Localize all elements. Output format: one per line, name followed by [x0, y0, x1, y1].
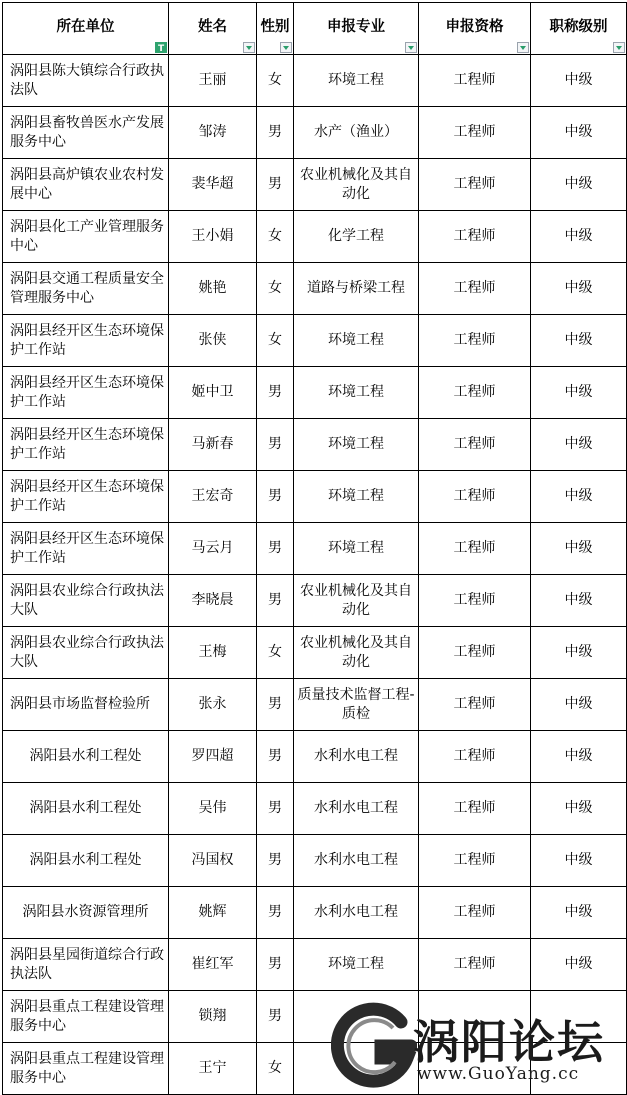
- cell-name: 冯国权: [169, 835, 257, 887]
- header-major: [294, 3, 419, 55]
- cell-gender: 女: [257, 263, 294, 315]
- cell-level: 中级: [531, 55, 627, 107]
- cell-name: 张永: [169, 679, 257, 731]
- cell-major: 环境工程: [294, 315, 419, 367]
- header-gender: [257, 3, 294, 55]
- cell-qualification: 工程师: [419, 939, 531, 991]
- cell-unit: 涡阳县交通工程质量安全管理服务中心: [3, 263, 169, 315]
- cell-unit: 涡阳县重点工程建设管理服务中心: [3, 1043, 169, 1095]
- cell-gender: 女: [257, 55, 294, 107]
- cell-name: 王宏奇: [169, 471, 257, 523]
- cell-major: 农业机械化及其自动化: [294, 627, 419, 679]
- cell-qualification: 工程师: [419, 159, 531, 211]
- cell-gender: 女: [257, 211, 294, 263]
- table-row: [3, 263, 627, 315]
- table-row: [3, 575, 627, 627]
- cell-major: 化学工程: [294, 211, 419, 263]
- cell-unit: 涡阳县畜牧兽医水产发展服务中心: [3, 107, 169, 159]
- header-gender-label: 性别: [260, 19, 290, 35]
- table-row: [3, 419, 627, 471]
- cell-unit: 涡阳县农业综合行政执法大队: [3, 575, 169, 627]
- table-row: [3, 627, 627, 679]
- cell-name: 王梅: [169, 627, 257, 679]
- header-level: [531, 3, 627, 55]
- cell-qualification: 工程师: [419, 627, 531, 679]
- table-row: [3, 523, 627, 575]
- cell-name: 王丽: [169, 55, 257, 107]
- filter-dropdown-icon[interactable]: [613, 42, 625, 53]
- cell-level: 中级: [531, 315, 627, 367]
- header-major-label: 申报专业: [327, 19, 385, 35]
- cell-gender: 男: [257, 575, 294, 627]
- cell-major: 水利水电工程: [294, 783, 419, 835]
- cell-qualification: 工程师: [419, 523, 531, 575]
- header-row: [3, 3, 627, 55]
- personnel-table: [2, 2, 627, 1095]
- cell-level: 中级: [531, 211, 627, 263]
- cell-unit: 涡阳县经开区生态环境保护工作站: [3, 315, 169, 367]
- cell-level: 中级: [531, 419, 627, 471]
- cell-unit: 涡阳县市场监督检验所: [3, 679, 169, 731]
- cell-major: 水利水电工程: [294, 887, 419, 939]
- cell-major: 环境工程: [294, 523, 419, 575]
- header-name: [169, 3, 257, 55]
- watermark-url: www.GuoYang.cc: [417, 1064, 580, 1084]
- header-qualification-label: 申报资格: [445, 19, 504, 35]
- cell-major: 质量技术监督工程-质检: [294, 679, 419, 731]
- cell-level: 中级: [531, 367, 627, 419]
- cell-major: 水利水电工程: [294, 835, 419, 887]
- cell-name: 锁翔: [169, 991, 257, 1043]
- table-row: [3, 835, 627, 887]
- cell-qualification: 工程师: [419, 731, 531, 783]
- table-row: [3, 107, 627, 159]
- cell-gender: 女: [257, 315, 294, 367]
- cell-name: 马云月: [169, 523, 257, 575]
- cell-name: 姬中卫: [169, 367, 257, 419]
- cell-major: 环境工程: [294, 471, 419, 523]
- cell-major: 环境工程: [294, 419, 419, 471]
- cell-name: 姚辉: [169, 887, 257, 939]
- table-row: [3, 783, 627, 835]
- cell-gender: 男: [257, 679, 294, 731]
- cell-gender: 男: [257, 991, 294, 1043]
- cell-gender: 男: [257, 471, 294, 523]
- cell-name: 姚艳: [169, 263, 257, 315]
- cell-gender: 男: [257, 419, 294, 471]
- cell-unit: 涡阳县水利工程处: [3, 835, 169, 887]
- cell-gender: 女: [257, 1043, 294, 1095]
- table-row: [3, 315, 627, 367]
- cell-major: 农业机械化及其自动化: [294, 575, 419, 627]
- cell-gender: 男: [257, 835, 294, 887]
- header-unit: [3, 3, 169, 55]
- cell-level: 中级: [531, 263, 627, 315]
- watermark: [325, 998, 627, 1093]
- cell-name: 张侠: [169, 315, 257, 367]
- filter-dropdown-icon[interactable]: [243, 42, 255, 53]
- cell-unit: 涡阳县陈大镇综合行政执法队: [3, 55, 169, 107]
- cell-level: 中级: [531, 471, 627, 523]
- cell-level: 中级: [531, 939, 627, 991]
- cell-unit: 涡阳县星园街道综合行政执法队: [3, 939, 169, 991]
- table-row: [3, 887, 627, 939]
- cell-unit: 涡阳县经开区生态环境保护工作站: [3, 523, 169, 575]
- cell-unit: 涡阳县高炉镇农业农村发展中心: [3, 159, 169, 211]
- table-row: [3, 367, 627, 419]
- cell-name: 王宁: [169, 1043, 257, 1095]
- cell-qualification: 工程师: [419, 211, 531, 263]
- cell-level: 中级: [531, 783, 627, 835]
- header-qualification: [419, 3, 531, 55]
- cell-name: 王小娟: [169, 211, 257, 263]
- cell-level: 中级: [531, 575, 627, 627]
- cell-major: 水产（渔业）: [294, 107, 419, 159]
- cell-unit: 涡阳县水利工程处: [3, 731, 169, 783]
- cell-qualification: 工程师: [419, 783, 531, 835]
- table-row: [3, 679, 627, 731]
- cell-unit: 涡阳县水资源管理所: [3, 887, 169, 939]
- filter-dropdown-icon[interactable]: [517, 42, 529, 53]
- cell-gender: 男: [257, 107, 294, 159]
- cell-gender: 男: [257, 731, 294, 783]
- cell-level: 中级: [531, 679, 627, 731]
- cell-gender: 男: [257, 939, 294, 991]
- table-row: [3, 731, 627, 783]
- cell-unit: 涡阳县经开区生态环境保护工作站: [3, 367, 169, 419]
- cell-name: 裴华超: [169, 159, 257, 211]
- cell-major: 水利水电工程: [294, 731, 419, 783]
- cell-gender: 男: [257, 887, 294, 939]
- cell-name: 马新春: [169, 419, 257, 471]
- cell-unit: 涡阳县重点工程建设管理服务中心: [3, 991, 169, 1043]
- cell-gender: 男: [257, 159, 294, 211]
- cell-qualification: 工程师: [419, 835, 531, 887]
- cell-gender: 男: [257, 523, 294, 575]
- header-name-label: 姓名: [198, 19, 227, 35]
- cell-gender: 男: [257, 367, 294, 419]
- cell-level: 中级: [531, 159, 627, 211]
- cell-unit: 涡阳县农业综合行政执法大队: [3, 627, 169, 679]
- header-unit-label: 所在单位: [56, 19, 115, 35]
- cell-unit: 涡阳县经开区生态环境保护工作站: [3, 471, 169, 523]
- cell-qualification: 工程师: [419, 575, 531, 627]
- cell-qualification: 工程师: [419, 55, 531, 107]
- cell-unit: 涡阳县化工产业管理服务中心: [3, 211, 169, 263]
- cell-level: 中级: [531, 887, 627, 939]
- table-body: [3, 55, 627, 1095]
- filter-active-icon[interactable]: [155, 42, 167, 53]
- cell-qualification: 工程师: [419, 419, 531, 471]
- table-row: [3, 211, 627, 263]
- cell-name: 邹涛: [169, 107, 257, 159]
- table-row: [3, 159, 627, 211]
- cell-qualification: 工程师: [419, 263, 531, 315]
- cell-name: 李晓晨: [169, 575, 257, 627]
- watermark-name: 涡阳论坛: [413, 1015, 605, 1069]
- cell-level: 中级: [531, 107, 627, 159]
- cell-qualification: 工程师: [419, 367, 531, 419]
- cell-unit: 涡阳县水利工程处: [3, 783, 169, 835]
- cell-major: 环境工程: [294, 939, 419, 991]
- cell-level: 中级: [531, 627, 627, 679]
- cell-qualification: 工程师: [419, 107, 531, 159]
- cell-gender: 女: [257, 627, 294, 679]
- cell-major: 环境工程: [294, 55, 419, 107]
- cell-name: 罗四超: [169, 731, 257, 783]
- cell-name: 吴伟: [169, 783, 257, 835]
- cell-qualification: 工程师: [419, 471, 531, 523]
- header-level-label: 职称级别: [549, 19, 608, 35]
- cell-level: 中级: [531, 731, 627, 783]
- cell-name: 崔红军: [169, 939, 257, 991]
- cell-gender: 男: [257, 783, 294, 835]
- cell-qualification: 工程师: [419, 679, 531, 731]
- cell-level: 中级: [531, 523, 627, 575]
- table-row: [3, 939, 627, 991]
- table-row: [3, 55, 627, 107]
- cell-level: 中级: [531, 835, 627, 887]
- table-row: [3, 471, 627, 523]
- cell-major: 环境工程: [294, 367, 419, 419]
- filter-dropdown-icon[interactable]: [405, 42, 417, 53]
- cell-major: 道路与桥梁工程: [294, 263, 419, 315]
- cell-unit: 涡阳县经开区生态环境保护工作站: [3, 419, 169, 471]
- cell-qualification: 工程师: [419, 887, 531, 939]
- cell-major: 农业机械化及其自动化: [294, 159, 419, 211]
- cell-qualification: 工程师: [419, 315, 531, 367]
- filter-dropdown-icon[interactable]: [280, 42, 292, 53]
- forum-logo-icon: [331, 1000, 417, 1090]
